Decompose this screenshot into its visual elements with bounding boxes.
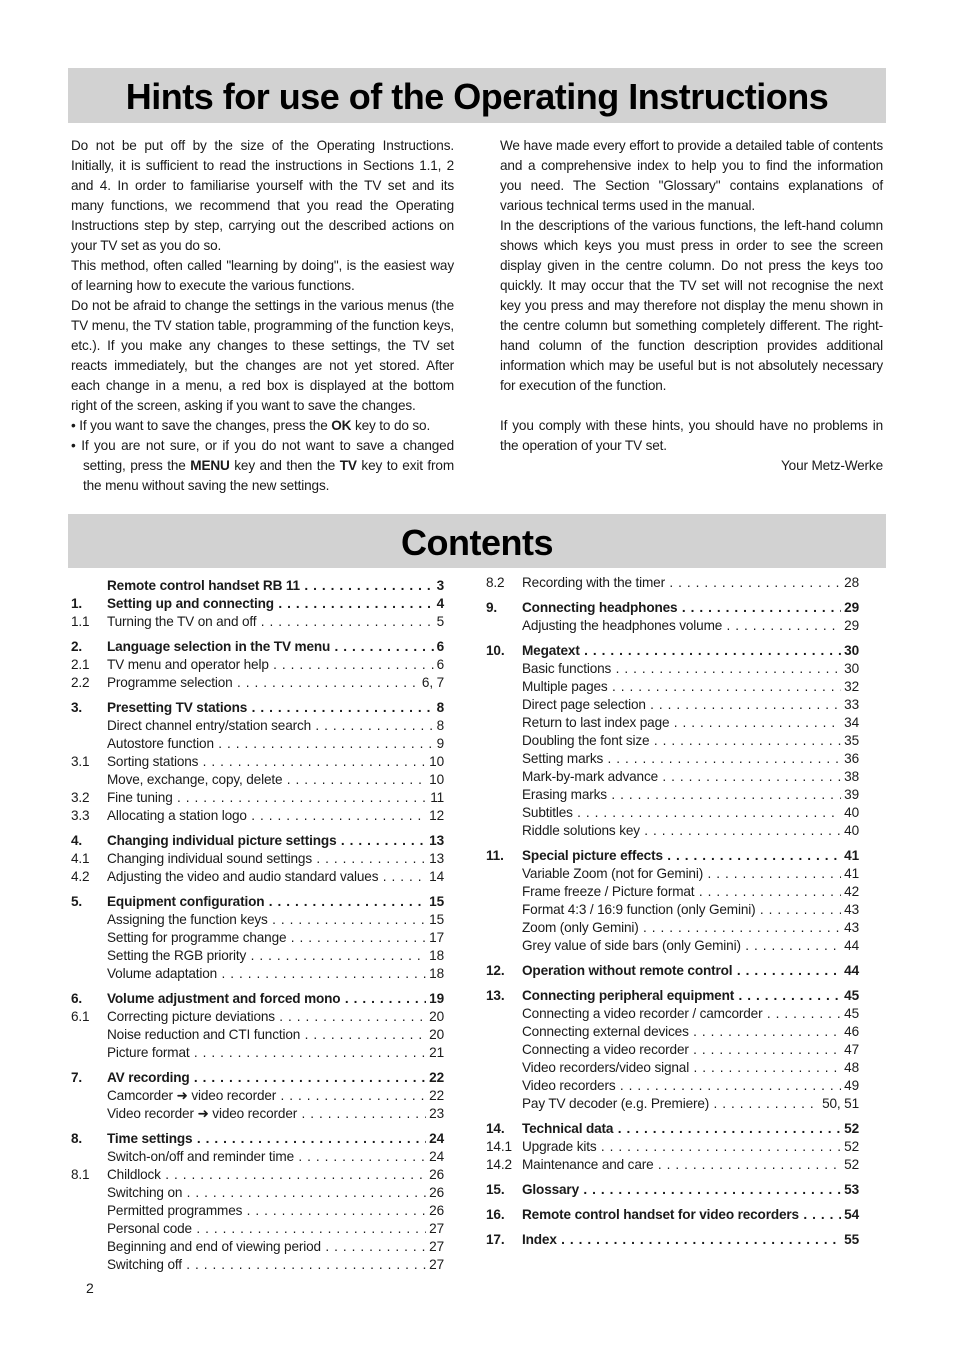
toc-entry-title: Assigning the function keys . . . [107,911,444,929]
toc-entry [486,1059,859,1077]
toc-entry-page: 12 [426,807,444,825]
toc-entry-page: 49 [841,1077,859,1095]
toc-entry [71,1087,444,1105]
toc-entry-page: 20 [426,1026,444,1044]
toc-entry-title: AV recording . . . [107,1069,444,1087]
ok-key-label: OK [331,418,352,433]
toc-entry-page: 52 [841,1120,859,1138]
toc-entry [71,1148,444,1166]
toc-entry-page: 46 [841,1023,859,1041]
toc-entry [71,850,444,868]
toc-entry [71,656,444,674]
toc-entry [486,822,859,840]
toc-entry-title: Setting marks . . . [522,750,859,768]
toc-entry-number: 16. [486,1207,505,1222]
toc-entry [71,1008,444,1026]
toc-entry-number: 4. [71,833,83,848]
hints-paragraph: In the descriptions of the various functions, the left-hand column shows which keys you must press in order to see the screen display given in the centre column. Do not press the keys too quickly. It may occur that the TV set will not recognise the next key you press and may therefore not display the menu shown in the centre column but something completely different. The right-hand column of the function description provides additional information which may be useful but is not absolutely necessary for execution of the function. [500,218,883,393]
toc-entry [71,947,444,965]
toc-entry-number: 12. [486,963,505,978]
toc-entry-title: Riddle solutions key . . . [522,822,859,840]
toc-entry [71,1238,444,1256]
toc-entry-title: Maintenance and care . . . [522,1156,859,1174]
toc-entry [71,911,444,929]
toc-entry-number: 14.2 [486,1157,512,1172]
toc-entry [486,937,859,955]
toc-entry-title: Connecting external devices . . . [522,1023,859,1041]
hints-paragraph: Do not be afraid to change the settings in the various menus (the TV menu, the TV station table, programming of the function keys, etc.). If you make any changes to these settings, the TV set reacts immediately, but the changes are not yet stored. After each change in a menu, a red box is displayed at the bottom right of the screen, asking if you want to save the changes. [71,298,454,413]
toc-entry-title: Video recorder ➜ video recorder . . . [107,1105,444,1123]
bullet-text: key to exit from the menu without saving the new settings. [83,458,455,493]
toc-entry-number: 1. [71,596,83,611]
toc-entry [71,1256,444,1274]
toc-entry-page: 41 [841,847,859,865]
toc-entry-page: 13 [426,832,444,850]
toc-entry [71,1220,444,1238]
toc-entry-title: Connecting a video recorder . . . [522,1041,859,1059]
toc-entry [486,714,859,732]
toc-entry-page: 22 [426,1087,444,1105]
toc-entry [71,1130,444,1148]
contents-title: Contents [68,514,886,568]
toc-entry-title: Erasing marks . . . [522,786,859,804]
toc-entry-page: 26 [426,1202,444,1220]
toc-entry [486,599,859,617]
toc-entry [71,789,444,807]
toc-entry [71,965,444,983]
toc-entry-title: Return to last index page . . . [522,714,859,732]
toc-entry-title: Subtitles . . . [522,804,859,822]
toc-entry [71,1166,444,1184]
toc-entry [486,1206,859,1224]
toc-entry-title: Operation without remote control . . . [522,962,859,980]
toc-entry-title: Connecting peripheral equipment . . . [522,987,859,1005]
toc-entry [486,617,859,635]
toc-entry-page: 19 [426,990,444,1008]
toc-entry-page: 30 [841,642,859,660]
toc-entry-page: 41 [841,865,859,883]
toc-entry-title: Allocating a station logo . . . [107,807,444,825]
toc-entry-title: Setting for programme change . . . [107,929,444,947]
hints-left-column [71,136,454,496]
toc-entry [486,750,859,768]
toc-entry-page: 26 [426,1166,444,1184]
toc-entry [486,1077,859,1095]
toc-entry-title: Programme selection . . . [107,674,444,692]
toc-entry-number: 7. [71,1070,83,1085]
toc-entry-title: Connecting a video recorder / camcorder . . . [522,1005,859,1023]
toc-entry-title: Glossary . . . [522,1181,859,1199]
toc-entry-number: 13. [486,988,505,1003]
toc-entry [71,990,444,1008]
toc-entry-page: 22 [426,1069,444,1087]
toc-entry-page: 21 [426,1044,444,1062]
toc-entry-page: 6 [434,638,444,656]
toc-entry-page: 10 [426,771,444,789]
toc-entry [486,919,859,937]
toc-entry-page: 30 [841,660,859,678]
toc-entry [486,1095,859,1113]
toc-entry-title: Variable Zoom (not for Gemini) . . . [522,865,859,883]
toc-entry-title: Video recorders . . . [522,1077,859,1095]
toc-entry [486,574,859,592]
toc-entry-page: 43 [841,901,859,919]
toc-entry [71,1184,444,1202]
toc-entry-page: 32 [841,678,859,696]
toc-entry-title: Mark-by-mark advance . . . [522,768,859,786]
toc-entry-title: Move, exchange, copy, delete . . . [107,771,444,789]
toc-entry-page: 24 [426,1148,444,1166]
toc-entry-title: Changing individual sound settings . . . [107,850,444,868]
toc-entry-page: 8 [434,699,444,717]
toc-entry [71,771,444,789]
menu-key-label: MENU [190,458,230,473]
toc-entry [486,1138,859,1156]
toc-entry-page: 6, 7 [419,674,444,692]
toc-entry-page: 35 [841,732,859,750]
toc-entry [71,1044,444,1062]
toc-entry-page: 24 [426,1130,444,1148]
toc-entry-number: 2.1 [71,657,90,672]
toc-entry-page: 45 [841,987,859,1005]
toc-entry-title: Fine tuning . . . [107,789,444,807]
toc-entry-title: Remote control handset for video recorders . . . [522,1206,859,1224]
toc-entry-title: Camcorder ➜ video recorder . . . [107,1087,444,1105]
toc-entry-page: 6 [434,656,444,674]
toc-entry-page: 48 [841,1059,859,1077]
toc-entry [486,962,859,980]
toc-entry-number: 3.2 [71,790,90,805]
toc-entry-page: 5 [434,613,444,631]
toc-entry-title: Special picture effects . . . [522,847,859,865]
toc-entry-page: 11 [427,789,444,807]
toc-entry [71,577,444,595]
toc-entry-page: 52 [841,1138,859,1156]
toc-entry-title: Language selection in the TV menu . . . [107,638,444,656]
toc-entry-title: Video recorders/video signal . . . [522,1059,859,1077]
toc-entry-number: 8. [71,1131,83,1146]
toc-entry-number: 1.1 [71,614,90,629]
toc-entry-title: Index . . . [522,1231,859,1249]
toc-entry-page: 42 [841,883,859,901]
toc-entry-title: Direct channel entry/station search . . . [107,717,444,735]
toc-entry-page: 15 [426,911,444,929]
toc-entry [486,1023,859,1041]
toc-entry-title: Doubling the font size . . . [522,732,859,750]
toc-entry-page: 4 [434,595,444,613]
toc-entry-page: 27 [426,1238,444,1256]
hints-right-column [500,136,883,476]
toc-entry [71,868,444,886]
toc-entry-page: 17 [426,929,444,947]
toc-entry-number: 6.1 [71,1009,90,1024]
toc-entry-page: 38 [841,768,859,786]
toc-entry-page: 3 [434,577,444,595]
toc-entry-number: 3.3 [71,808,90,823]
toc-entry-number: 15. [486,1182,505,1197]
toc-entry-page: 44 [841,962,859,980]
toc-entry [71,893,444,911]
toc-entry [486,1231,859,1249]
bullet-text: key to do so. [351,418,431,433]
toc-entry [71,717,444,735]
toc-entry-number: 2. [71,639,83,654]
toc-entry-title: Grey value of side bars (only Gemini) . . . [522,937,859,955]
tv-key-label: TV [339,458,357,473]
toc-entry [71,929,444,947]
toc-entry [486,847,859,865]
bullet-discard-changes: • If you are not sure, or if you do not want to save a changed setting, press the MENU key and then the TV key to exit from the menu without saving the new settings. [71,438,455,493]
toc-entry-title: Turning the TV on and off . . . [107,613,444,631]
toc-entry-number: 6. [71,991,83,1006]
toc-entry-page: 39 [841,786,859,804]
toc-entry-number: 10. [486,643,505,658]
toc-entry-page: 26 [426,1184,444,1202]
toc-entry-page: 44 [841,937,859,955]
toc-entry-title: Pay TV decoder (e.g. Premiere) . . . [522,1095,859,1113]
toc-entry [486,696,859,714]
toc-entry [486,1041,859,1059]
toc-entry-page: 20 [426,1008,444,1026]
toc-entry-number: 2.2 [71,675,90,690]
toc-entry-page: 52 [841,1156,859,1174]
toc-entry-page: 10 [426,753,444,771]
toc-entry-title: Volume adjustment and forced mono . . . [107,990,444,1008]
toc-entry [71,699,444,717]
toc-entry [486,678,859,696]
toc-entry-title: Picture format . . . [107,1044,444,1062]
toc-entry-page: 27 [426,1256,444,1274]
toc-entry [486,1120,859,1138]
toc-entry-number: 11. [486,848,504,863]
toc-entry [486,865,859,883]
toc-entry-title: Personal code . . . [107,1220,444,1238]
toc-entry-page: 36 [841,750,859,768]
toc-entry-title: Setting the RGB priority . . . [107,947,444,965]
toc-entry-page: 45 [841,1005,859,1023]
toc-entry-number: 3. [71,700,83,715]
toc-entry-title: Frame freeze / Picture format . . . [522,883,859,901]
hints-paragraph: We have made every effort to provide a detailed table of contents and a comprehensive index to help you to find the information you need. The Section "Glossary" contains explanations of various technical terms used in the manual. [500,138,883,213]
toc-entry [71,1026,444,1044]
toc-entry [71,638,444,656]
toc-right-column [486,574,859,1249]
page-title: Hints for use of the Operating Instructions [68,68,886,123]
toc-entry-number: 9. [486,600,498,615]
hints-paragraph: This method, often called "learning by doing", is the easiest way of learning how to execute the various functions. [71,258,454,293]
toc-entry-page: 23 [426,1105,444,1123]
toc-entry-title: Connecting headphones . . . [522,599,859,617]
toc-entry [486,1181,859,1199]
toc-entry-title: Beginning and end of viewing period . . . [107,1238,444,1256]
toc-entry-title: Setting up and connecting . . . [107,595,444,613]
bullet-text: If you are not sure, or if you do not want to save a changed setting, press the [81,438,454,473]
toc-entry-page: 13 [426,850,444,868]
toc-entry-title: Permitted programmes . . . [107,1202,444,1220]
toc-entry [71,613,444,631]
toc-entry-page: 34 [841,714,859,732]
toc-entry [486,987,859,1005]
toc-entry-number: 17. [486,1232,505,1247]
toc-entry-page: 8 [434,717,444,735]
toc-entry-page: 27 [426,1220,444,1238]
toc-entry-page: 18 [426,965,444,983]
toc-entry-title: Multiple pages . . . [522,678,859,696]
toc-entry-page: 53 [841,1181,859,1199]
bullet-text: If you want to save the changes, press the [79,418,332,433]
toc-entry-title: Switching off . . . [107,1256,444,1274]
toc-entry-title: Time settings . . . [107,1130,444,1148]
toc-entry-number: 14. [486,1121,505,1136]
toc-entry-title: Direct page selection . . . [522,696,859,714]
toc-entry-page: 29 [841,599,859,617]
toc-entry [486,660,859,678]
toc-entry [71,753,444,771]
toc-entry [486,804,859,822]
toc-entry-page: 40 [841,822,859,840]
toc-entry-title: Recording with the timer . . . [522,574,859,592]
toc-entry-title: Volume adaptation . . . [107,965,444,983]
toc-entry [486,786,859,804]
toc-entry-title: Technical data . . . [522,1120,859,1138]
toc-entry-number: 4.1 [71,851,90,866]
hints-paragraph: Do not be put off by the size of the Operating Instructions. Initially, it is sufficient to read the instructions in Sections 1.1, 2 and 4. In order to familiarise yourself with the TV set and its many functions, we recommend that you read the Operating Instructions step by step, carrying out the described actions on your TV set as you do so. [71,138,454,253]
toc-entry-page: 14 [426,868,444,886]
toc-entry-page: 47 [841,1041,859,1059]
toc-entry-title: TV menu and operator help . . . [107,656,444,674]
toc-entry-title: Presetting TV stations . . . [107,699,444,717]
toc-entry [486,768,859,786]
toc-entry [486,901,859,919]
bullet-text: key and then the [229,458,340,473]
toc-entry-title: Switching on . . . [107,1184,444,1202]
toc-entry-page: 9 [434,735,444,753]
toc-entry-title: Sorting stations . . . [107,753,444,771]
toc-entry-page: 33 [841,696,859,714]
toc-entry-title: Megatext . . . [522,642,859,660]
toc-entry-page: 50, 51 [819,1095,859,1113]
toc-entry-number: 8.2 [486,575,505,590]
toc-entry-page: 28 [841,574,859,592]
toc-entry-title: Upgrade kits . . . [522,1138,859,1156]
toc-entry-title: Adjusting the headphones volume . . . [522,617,859,635]
toc-entry-page: 29 [841,617,859,635]
toc-entry [486,642,859,660]
toc-entry-title: Changing individual picture settings . . . [107,832,444,850]
toc-entry-title: Format 4:3 / 16:9 function (only Gemini) . . . [522,901,859,919]
toc-entry [71,1069,444,1087]
toc-entry [486,732,859,750]
toc-entry [486,1156,859,1174]
toc-entry-title: Basic functions . . . [522,660,859,678]
toc-entry-title: Zoom (only Gemini) . . . [522,919,859,937]
bullet-save-changes: • If you want to save the changes, press the OK key to do so. [71,418,431,433]
toc-entry [71,1202,444,1220]
toc-entry-number: 14.1 [486,1139,512,1154]
page-number: 2 [86,1280,94,1296]
hints-paragraph: If you comply with these hints, you should have no problems in the operation of your TV set. [500,418,883,453]
toc-entry-number: 5. [71,894,83,909]
toc-entry-page: 55 [841,1231,859,1249]
toc-entry [486,883,859,901]
toc-entry-page: 18 [426,947,444,965]
toc-entry-title: Remote control handset RB 11 . . . [107,577,444,595]
toc-entry [71,832,444,850]
toc-entry [71,1105,444,1123]
toc-entry-title: Autostore function . . . [107,735,444,753]
signature: Your Metz-Werke [780,458,883,473]
toc-entry-page: 40 [841,804,859,822]
toc-entry-title: Childlock . . . [107,1166,444,1184]
toc-entry-number: 3.1 [71,754,90,769]
toc-entry-title: Switch-on/off and reminder time . . . [107,1148,444,1166]
toc-entry [486,1005,859,1023]
toc-entry [71,807,444,825]
toc-entry-page: 15 [426,893,444,911]
toc-left-column [71,577,444,1274]
toc-entry-number: 4.2 [71,869,90,884]
toc-entry-page: 43 [841,919,859,937]
toc-entry [71,735,444,753]
toc-entry-number: 8.1 [71,1167,90,1182]
toc-entry-page: 54 [841,1206,859,1224]
toc-entry-title: Noise reduction and CTI function . . . [107,1026,444,1044]
toc-entry-title: Equipment configuration . . . [107,893,444,911]
toc-entry [71,595,444,613]
toc-entry-title: Correcting picture deviations . . . [107,1008,444,1026]
toc-entry [71,674,444,692]
toc-entry-title: Adjusting the video and audio standard values . . . [107,868,444,886]
